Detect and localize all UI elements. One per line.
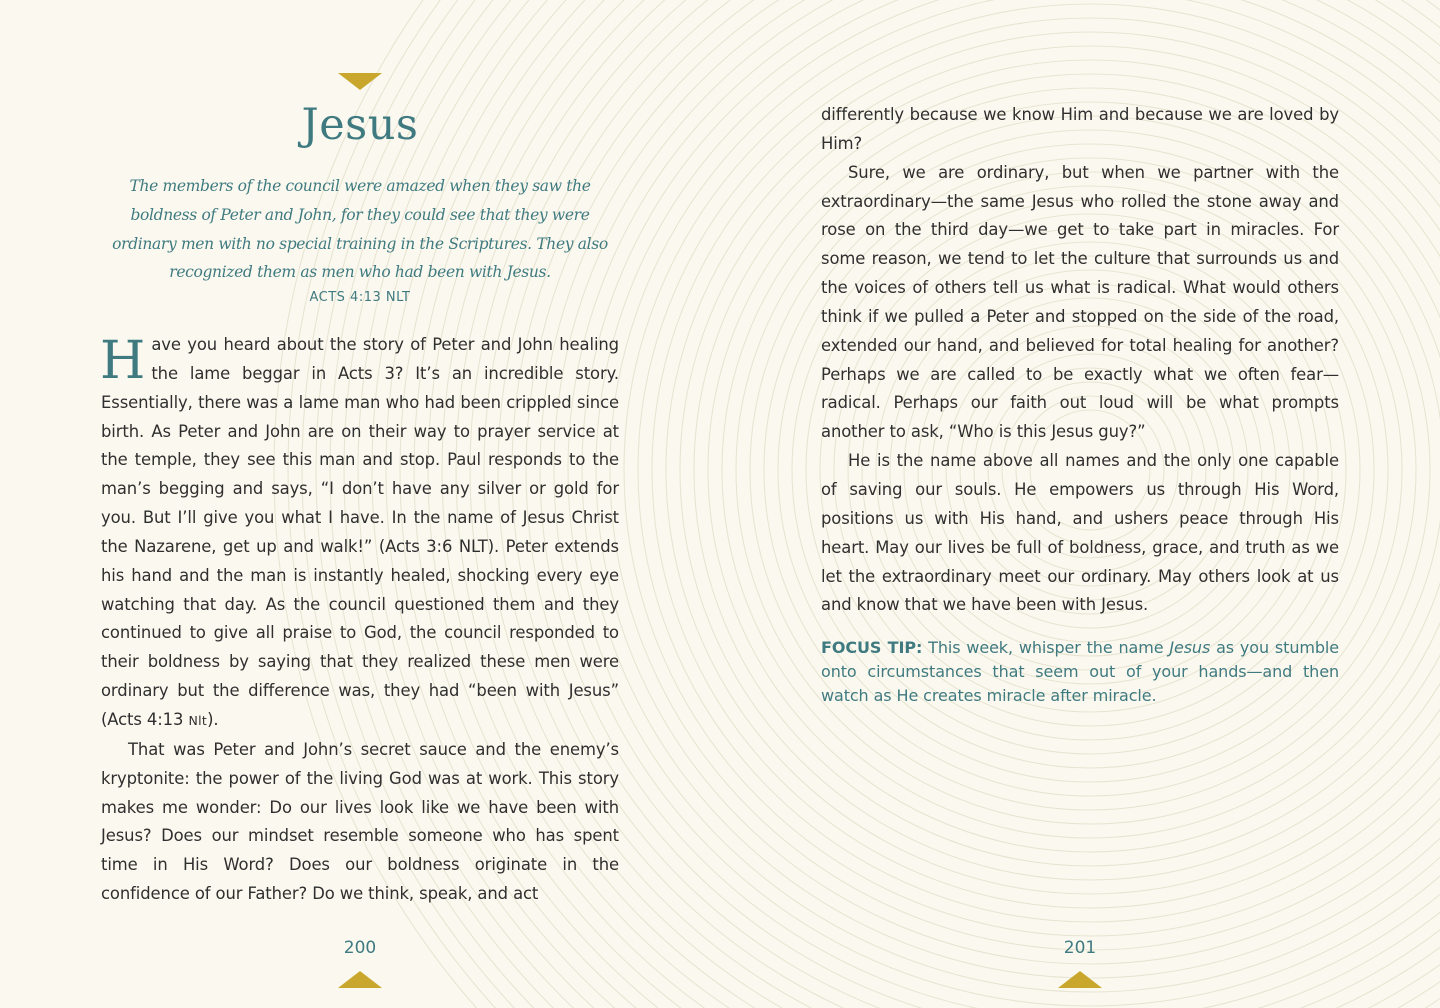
left-body-text bbox=[101, 331, 619, 909]
scripture-epigraph: The members of the council were amazed when they saw the boldness of Peter and John, for they could see that they were ordinary men with no special training in the Scriptures. They also recognized them as men who had been with Jesus. bbox=[112, 177, 608, 282]
page-number-left: 200 bbox=[343, 938, 377, 958]
page-number-right: 201 bbox=[1063, 938, 1097, 958]
focus-tip-emphasis: Jesus bbox=[1169, 638, 1211, 657]
paragraph-text: ave you heard about the story of Peter and John healing the lame beggar in Acts 3? It’s an incredible story. Essentially, there was a lame man who had been crippled since birth. As Peter and John are on their way to prayer service at the temple, they see this man and stop. Paul responds to the man’s begging and says, “I don’t have any silver or gold for you. But I’ll give you what I have. In the name of Jesus Christ the Nazarene, get up and walk!” (Acts 3:6 NLT). Peter extends his hand and the man is instantly healed, shocking every eye watching that day. As the council questioned them and they continued to give all praise to God, the council responded to their boldness by saying that they realized these men were ordinary but the difference was, they had “been with Jesus” (Acts 4:13 bbox=[101, 335, 619, 729]
focus-tip-text-end: as you stumble onto circumstances that seem out of your hands—and then watch as He creates miracle after miracle. bbox=[821, 638, 1339, 705]
body-paragraph bbox=[101, 331, 619, 736]
bottom-triangle-ornament-right bbox=[1058, 971, 1102, 988]
body-paragraph: He is the name above all names and the only one capable of saving our souls. He empowers us through His Word, positions us with His hand, and ushers peace through His heart. May our lives be full of boldness, grace, and truth as we let the extraordinary meet our ordinary. May others look at us and know that we have been with Jesus. bbox=[821, 451, 1339, 615]
drop-cap: H bbox=[100, 331, 146, 391]
body-paragraph: differently because we know Him and because we are loved by Him? bbox=[821, 105, 1339, 153]
right-body-text bbox=[821, 101, 1339, 620]
focus-tip-text: This week, whisper the name bbox=[928, 638, 1170, 657]
focus-tip-label: FOCUS TIP: bbox=[821, 638, 923, 657]
bottom-triangle-ornament-left bbox=[338, 971, 382, 988]
body-paragraph: That was Peter and John’s secret sauce and the enemy’s kryptonite: the power of the living God was at work. This story makes me wonder: Do our lives look like we have been with Jesus? Does our mindset resemble someone who has spent time in His Word? Does our boldness originate in the confidence of our Father? Do we think, speak, and act bbox=[101, 739, 619, 904]
scripture-reference: ACTS 4:13 NLT bbox=[309, 290, 411, 305]
focus-tip bbox=[821, 636, 1339, 708]
page-title: Jesus bbox=[301, 100, 419, 150]
top-triangle-ornament bbox=[338, 73, 382, 90]
paragraph-end: ). bbox=[207, 709, 219, 729]
small-caps-text: Nlt bbox=[188, 712, 208, 728]
body-paragraph: Sure, we are ordinary, but when we partner with the extraordinary—the same Jesus who rolled the stone away and rose on the third day—we get to take part in miracles. For some reason, we tend to let the culture that surrounds us and the voices of others tell us what is radical. What would others think if we pulled a Peter and stopped on the side of the road, extended our hand, and believed for total healing for another? Perhaps we are called to be exactly what we often fear—radical. Perhaps our faith out loud will be what prompts another to ask, “Who is this Jesus guy?” bbox=[821, 162, 1339, 442]
